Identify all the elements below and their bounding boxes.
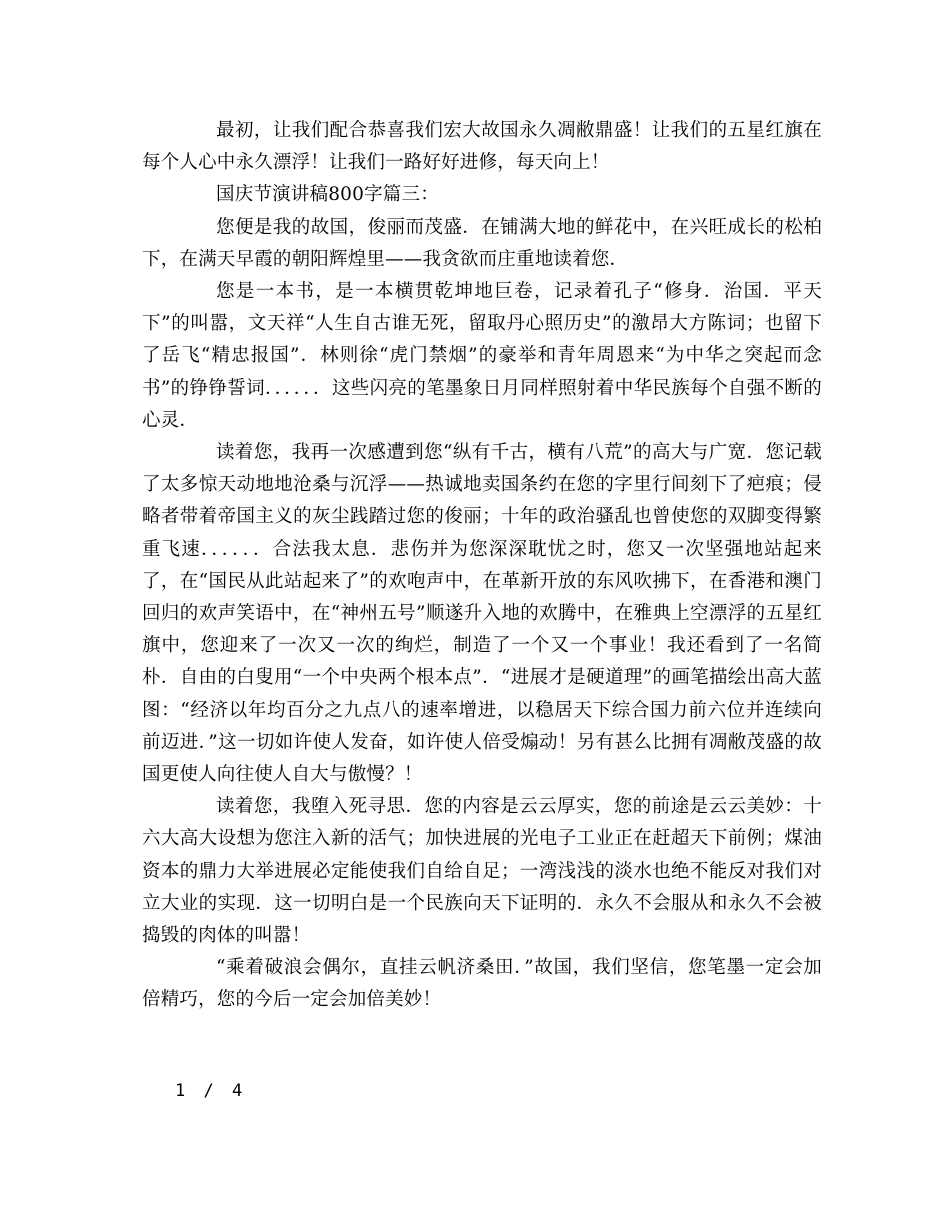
paragraph-motherland-intro: 您便是我的故国，俊丽而茂盛．在铺满大地的鲜花中，在兴旺成长的松柏下，在满天早霞的朝阳辉煌里——我贪欲而庄重地读着您． (142, 216, 822, 270)
paragraph-history-reading: 读着您，我再一次感遭到您“纵有千古，横有八荒”的高大与广宽．您记载了太多惊天动地地沧桑与沉浮——热诚地卖国条约在您的字里行间刻下了疤痕；侵略者带着帝国主义的灰尘践踏过您的俊丽；十年的政治骚乱也曾使您的双脚变得繁重飞速．．．．．．合法我太息．悲伤并为您深深耽忧之时，您又一次坚强地站起来了，在“国民从此站起来了”的欢咆声中，在革新开放的东风吹拂下，在香港和澳门回归的欢声笑语中，在“神州五号”顺遂升入地的欢腾中，在雅典上空漂浮的五星红旗中，您迎来了一次又一次的绚烂，制造了一个又一个事业！我还看到了一名简朴．自由的白叟用“一个中央两个根本点”．“进展才是硬道理”的画笔描绘出高大蓝图：“经济以年均百分之九点八的速率增进，以稳居天下综合国力前六位并连续向前迈进．”这一切如许使人发奋，如许使人倍受煽动！另有甚么比拥有凋敝茂盛的故国更使人向往使人自大与傲慢？！ (142, 442, 822, 786)
document-body (142, 115, 822, 1017)
paragraph-book-metaphor: 您是一本书，是一本横贯乾坤地巨卷，记录着孔子“修身．治国．平天下”的叫嚣，文天祥“人生自古谁无死，留取丹心照历史”的激昂大方陈词；也留下了岳飞“精忠报国”．林则徐“虎门禁烟”的豪举和青年周恩来“为中华之突起而念书”的铮铮誓词．．．．．．这些闪亮的笔墨象日月同样照射着中华民族每个自强不断的心灵． (142, 281, 822, 431)
page-number: 1 / 4 (175, 1081, 247, 1101)
paragraph-section-heading: 国庆节演讲稿800字篇三： (216, 184, 439, 206)
paragraph-final-quote: “乘着破浪会偶尔，直挂云帆济桑田．”故国，我们坚信，您笔墨一定会加倍精巧，您的今后一定会加倍美妙！ (142, 957, 822, 1011)
paragraph-future-vision: 读着您，我堕入死寻思．您的内容是云云厚实，您的前途是云云美妙：十六大高大设想为您注入新的活气；加快进展的光电子工业正在赶超天下前例；煤油资本的鼎力大举进展必定能使我们自给自足；一湾浅浅的淡水也绝不能反对我们对立大业的实现．这一切明白是一个民族向天下证明的．永久不会服从和永久不会被捣毁的肉体的叫嚣！ (142, 796, 822, 947)
paragraph-closing-wishes: 最初，让我们配合恭喜我们宏大故国永久凋敝鼎盛！让我们的五星红旗在每个人心中永久漂浮！让我们一路好好进修，每天向上！ (142, 120, 822, 174)
